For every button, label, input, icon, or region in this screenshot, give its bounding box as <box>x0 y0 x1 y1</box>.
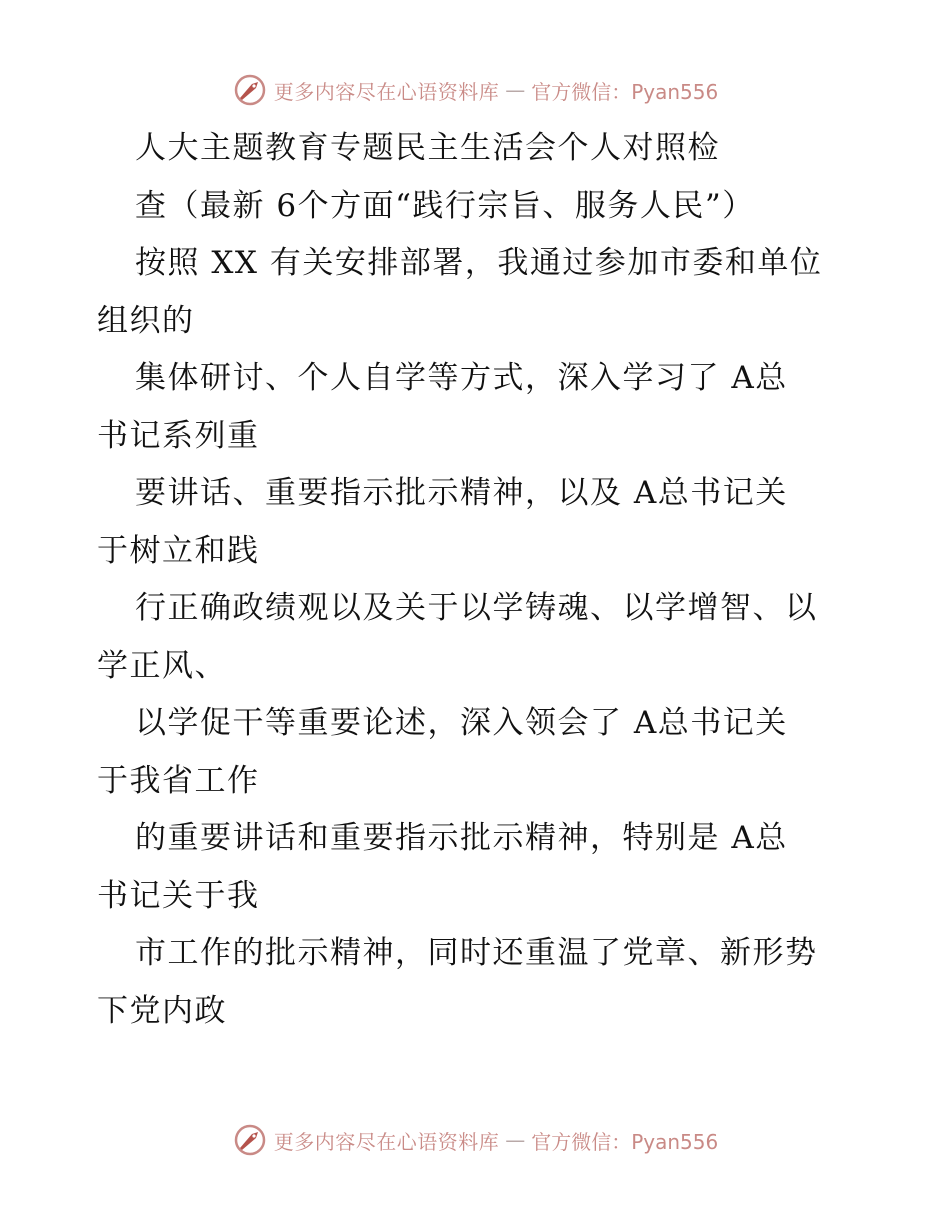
watermark-separator: — <box>505 1128 526 1152</box>
watermark-wechat: 官方微信：Pyan556 <box>531 1129 719 1154</box>
body-line: 行正确政绩观以及关于以学铸魂、以学增智、以 <box>135 590 818 626</box>
title-line-1: 人大主题教育专题民主生活会个人对照检 <box>135 130 720 166</box>
body-line: 的重要讲话和重要指示批示精神，特别是 A总 <box>135 820 788 856</box>
body-line: 书记系列重 <box>97 417 260 454</box>
header-watermark <box>0 70 950 110</box>
body-line: 以学促干等重要论述，深入领会了 A总书记关 <box>135 705 788 741</box>
document-body <box>97 120 857 1040</box>
watermark-separator: — <box>505 78 526 102</box>
body-line: 于树立和践 <box>97 532 260 569</box>
body-line: 学正风、 <box>97 647 227 684</box>
body-line: 按照 XX 有关安排部署，我通过参加市委和单位 <box>135 245 823 281</box>
body-line: 书记关于我 <box>97 877 260 914</box>
body-line: 要讲话、重要指示批示精神，以及 A总书记关 <box>135 475 788 511</box>
pen-nib-circle-icon <box>232 1122 268 1158</box>
watermark-text: 更多内容尽在心语资料库 <box>273 1129 500 1154</box>
body-line: 市工作的批示精神，同时还重温了党章、新形势 <box>135 935 818 971</box>
pen-nib-circle-icon <box>232 72 268 108</box>
body-line: 组织的 <box>97 302 195 339</box>
body-line: 集体研讨、个人自学等方式，深入学习了 A总 <box>135 360 788 396</box>
title-line-2: 查（最新 6个方面“践行宗旨、服务人民”） <box>135 187 755 224</box>
body-line: 下党内政 <box>97 992 227 1029</box>
watermark-wechat: 官方微信：Pyan556 <box>531 79 719 104</box>
footer-watermark <box>0 1120 950 1160</box>
body-line: 于我省工作 <box>97 762 260 799</box>
watermark-text: 更多内容尽在心语资料库 <box>273 79 500 104</box>
